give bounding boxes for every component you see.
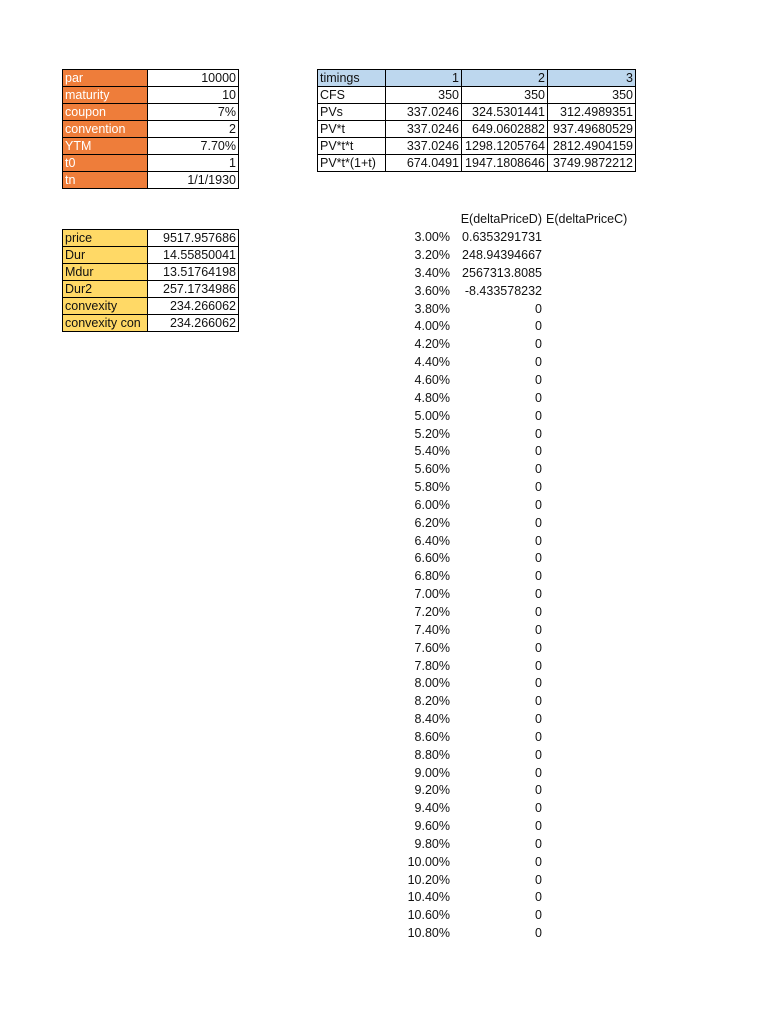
scenario-rate-cell[interactable]: 5.60% [414,462,450,477]
scenario-delta-price-d-cell[interactable]: 2567313.8085 [462,265,542,280]
result-value-cell[interactable]: 14.55850041 [148,247,239,264]
scenario-delta-price-d-cell[interactable]: 0 [535,587,542,602]
scenario-delta-price-d-cell[interactable]: 0 [535,533,542,548]
result-label-cell[interactable]: convexity [63,298,148,315]
scenario-delta-price-d-cell[interactable]: 0 [535,765,542,780]
cashflow-value-cell[interactable]: 337.0246 [386,138,462,155]
cashflow-value-cell[interactable]: 2812.4904159 [548,138,636,155]
scenario-delta-price-c-cell[interactable] [544,497,642,515]
result-label-cell[interactable]: Dur2 [63,281,148,298]
cashflow-value-cell[interactable]: 937.49680529 [548,121,636,138]
scenario-row [384,318,642,336]
parameter-value-cell[interactable]: 10000 [148,70,239,87]
scenario-delta-price-d-cell[interactable]: 0 [535,836,542,851]
result-value-cell[interactable]: 9517.957686 [148,230,239,247]
scenario-delta-price-d-cell[interactable]: 0 [535,355,542,370]
scenario-rate-cell[interactable]: 4.60% [414,373,450,388]
scenario-row [384,265,642,283]
bond-results-table [62,229,239,332]
scenario-delta-price-d-cell[interactable]: 0 [535,426,542,441]
scenario-rate-cell[interactable]: 5.80% [414,480,450,495]
scenario-row [384,818,642,836]
scenario-delta-price-d-cell[interactable]: 0 [535,497,542,512]
scenario-row [384,693,642,711]
scenario-row [384,247,642,265]
scenario-delta-price-c-cell[interactable] [544,907,642,925]
result-label-cell[interactable]: Dur [63,247,148,264]
scenario-row [384,657,642,675]
scenario-rate-cell[interactable]: 6.60% [414,551,450,566]
scenario-delta-price-d-cell[interactable]: 0 [535,408,542,423]
result-row [63,230,239,247]
scenario-delta-price-c-cell[interactable] [544,532,642,550]
scenario-delta-price-d-cell[interactable]: 0 [535,926,542,941]
parameter-row [63,138,239,155]
parameter-value-cell[interactable]: 7% [148,104,239,121]
scenario-row [384,586,642,604]
scenario-rate-cell[interactable]: 7.40% [414,622,450,637]
scenario-rate-cell[interactable]: 9.40% [414,801,450,816]
result-row [63,298,239,315]
scenario-delta-price-c-cell[interactable] [544,871,642,889]
scenario-rate-cell[interactable]: 3.60% [414,283,450,298]
result-value-cell[interactable]: 13.51764198 [148,264,239,281]
scenario-delta-price-d-cell[interactable]: 0 [535,908,542,923]
cashflow-label-cell[interactable]: timings [318,70,386,87]
scenario-rate-cell[interactable]: 6.80% [414,569,450,584]
scenario-delta-price-d-cell[interactable]: 0 [535,301,542,316]
scenario-delta-price-d-cell[interactable]: 0 [535,569,542,584]
scenario-row [384,425,642,443]
parameter-row [63,104,239,121]
parameter-row [63,70,239,87]
scenario-delta-price-d-cell[interactable]: 248.94394667 [462,248,542,263]
parameter-row [63,121,239,138]
scenario-rate-cell[interactable]: 6.20% [414,515,450,530]
scenario-delta-price-d-cell[interactable]: 0 [535,747,542,762]
scenario-delta-price-d-cell[interactable]: 0 [535,480,542,495]
parameter-label-cell[interactable]: par [63,70,148,87]
cashflow-value-cell[interactable]: 674.0491 [386,155,462,172]
scenario-rate-cell[interactable]: 10.20% [407,872,450,887]
scenario-delta-price-c-cell[interactable] [544,925,642,943]
cashflow-row [318,70,636,87]
scenario-delta-price-c-cell[interactable] [544,639,642,657]
result-label-cell[interactable]: Mdur [63,264,148,281]
parameter-row [63,87,239,104]
result-label-cell[interactable]: convexity con [63,315,148,332]
scenario-delta-price-d-cell[interactable]: 0 [535,390,542,405]
scenario-rate-cell[interactable]: 8.40% [414,712,450,727]
scenario-row [384,604,642,622]
cashflow-row [318,155,636,172]
scenario-delta-price-d-cell[interactable]: 0 [535,658,542,673]
scenario-row [384,746,642,764]
scenario-rate-cell[interactable]: 4.80% [414,390,450,405]
scenario-rate-cell[interactable]: 9.80% [414,836,450,851]
scenario-rate-cell[interactable]: 7.80% [414,658,450,673]
parameter-value-cell[interactable]: 10 [148,87,239,104]
scenario-delta-price-d-cell[interactable]: 0 [535,622,542,637]
scenario-rate-cell[interactable]: 8.00% [414,676,450,691]
scenario-delta-price-c-cell[interactable] [544,675,642,693]
result-row [63,264,239,281]
scenario-row [384,229,642,247]
scenario-delta-price-c-cell[interactable] [544,514,642,532]
scenario-rate-cell[interactable]: 5.00% [414,408,450,423]
scenario-row [384,907,642,925]
scenario-delta-price-c-cell[interactable] [544,282,642,300]
scenario-rate-cell[interactable]: 10.00% [407,854,450,869]
bond-parameters-table [62,69,239,189]
parameter-label-cell[interactable]: tn [63,172,148,189]
cashflow-row [318,121,636,138]
scenario-rate-cell[interactable]: 9.20% [414,783,450,798]
scenario-rate-cell[interactable]: 3.00% [414,230,450,245]
cashflow-value-cell[interactable]: 337.0246 [386,104,462,121]
parameter-label-cell[interactable]: coupon [63,104,148,121]
cashflow-value-cell[interactable]: 3 [548,70,636,87]
scenario-row [384,497,642,515]
cashflow-value-cell[interactable]: 1947.1808646 [462,155,548,172]
scenario-rate-cell[interactable]: 10.40% [407,890,450,905]
scenario-rate-cell[interactable]: 7.60% [414,640,450,655]
scenario-delta-price-c-cell[interactable] [544,336,642,354]
scenario-delta-price-d-cell[interactable]: 0 [535,551,542,566]
scenario-delta-price-c-cell[interactable] [544,247,642,265]
scenario-rate-cell[interactable]: 8.80% [414,747,450,762]
scenario-delta-price-c-cell[interactable] [544,621,642,639]
scenario-row [384,389,642,407]
scenario-delta-price-c-cell[interactable] [544,461,642,479]
scenario-delta-price-d-cell[interactable]: 0 [535,676,542,691]
result-row [63,247,239,264]
scenario-row [384,764,642,782]
scenario-row [384,675,642,693]
cashflow-value-cell[interactable]: 1 [386,70,462,87]
scenario-row [384,836,642,854]
scenario-delta-price-c-cell[interactable] [544,764,642,782]
scenario-delta-price-c-cell[interactable] [544,782,642,800]
scenario-rate-cell[interactable]: 6.00% [414,497,450,512]
scenario-delta-price-d-cell[interactable]: 0 [535,712,542,727]
cashflow-label-cell[interactable]: PVs [318,104,386,121]
cashflow-value-cell[interactable]: 350 [386,87,462,104]
scenario-delta-price-c-cell[interactable] [544,889,642,907]
cashflow-value-cell[interactable]: 3749.9872212 [548,155,636,172]
scenario-row [384,514,642,532]
scenario-rate-cell[interactable]: 3.40% [414,265,450,280]
scenario-rate-cell[interactable]: 8.20% [414,694,450,709]
scenario-delta-price-c-cell[interactable] [544,372,642,390]
scenario-row [384,889,642,907]
scenario-rate-cell[interactable]: 7.00% [414,587,450,602]
scenario-delta-price-d-cell[interactable]: -8.433578232 [464,283,542,298]
scenario-row [384,354,642,372]
parameter-row [63,172,239,189]
scenario-delta-price-c-cell[interactable] [544,425,642,443]
scenario-delta-price-c-cell[interactable] [544,550,642,568]
scenario-delta-price-c-cell[interactable] [544,389,642,407]
result-value-cell[interactable]: 257.1734986 [148,281,239,298]
scenario-row [384,639,642,657]
scenario-rate-cell[interactable]: 6.40% [414,533,450,548]
cashflow-row [318,87,636,104]
scenario-row [384,443,642,461]
scenario-delta-price-d-cell[interactable]: 0 [535,801,542,816]
scenario-delta-price-c-cell[interactable] [544,711,642,729]
scenario-row [384,550,642,568]
scenario-delta-price-d-cell[interactable]: 0 [535,444,542,459]
scenario-rate-cell[interactable]: 10.80% [407,926,450,941]
scenario-rate-cell[interactable]: 4.20% [414,337,450,352]
parameter-row [63,155,239,172]
scenario-rate-cell[interactable]: 9.00% [414,765,450,780]
parameter-value-cell[interactable]: 1/1/1930 [148,172,239,189]
scenario-delta-price-c-cell[interactable] [544,265,642,283]
cashflow-value-cell[interactable]: 649.0602882 [462,121,548,138]
scenario-delta-price-d-cell[interactable]: 0 [535,515,542,530]
scenario-row [384,621,642,639]
scenario-rate-cell[interactable]: 3.20% [414,248,450,263]
result-label-cell[interactable]: price [63,230,148,247]
scenario-delta-price-d-cell[interactable]: 0 [535,640,542,655]
scenario-delta-price-c-cell[interactable] [544,407,642,425]
scenario-delta-price-c-cell[interactable] [544,354,642,372]
scenario-row [384,407,642,425]
scenario-delta-price-d-cell[interactable]: 0.6353291731 [462,230,542,245]
scenario-rate-cell[interactable]: 7.20% [414,604,450,619]
scenario-delta-price-c-cell[interactable] [544,728,642,746]
scenario-row [384,300,642,318]
scenario-delta-price-d-cell[interactable]: 0 [535,819,542,834]
scenario-delta-price-d-cell[interactable]: 0 [535,729,542,744]
scenario-delta-price-d-cell[interactable]: 0 [535,373,542,388]
scenario-delta-price-c-cell[interactable] [544,443,642,461]
cashflow-label-cell[interactable]: CFS [318,87,386,104]
scenario-delta-price-c-cell[interactable] [544,657,642,675]
scenario-delta-price-d-cell[interactable]: 0 [535,854,542,869]
scenario-delta-price-c-cell[interactable] [544,586,642,604]
scenario-delta-price-c-cell[interactable] [544,604,642,622]
result-row [63,281,239,298]
result-value-cell[interactable]: 234.266062 [148,298,239,315]
scenario-delta-price-d-cell[interactable]: 0 [535,462,542,477]
result-value-cell[interactable]: 234.266062 [148,315,239,332]
cashflow-value-cell[interactable]: 350 [462,87,548,104]
scenario-delta-price-c-cell[interactable] [544,693,642,711]
scenario-row [384,282,642,300]
scenario-delta-price-d-cell[interactable]: 0 [535,319,542,334]
scenario-rate-cell[interactable]: 10.60% [407,908,450,923]
scenario-delta-price-d-cell[interactable]: 0 [535,890,542,905]
scenario-row [384,336,642,354]
parameter-label-cell[interactable]: maturity [63,87,148,104]
scenario-row [384,568,642,586]
cashflow-value-cell[interactable]: 312.4989351 [548,104,636,121]
scenario-header-row [384,211,642,229]
cashflow-value-cell[interactable]: 324.5301441 [462,104,548,121]
scenario-row [384,782,642,800]
scenario-rate-cell[interactable]: 9.60% [414,819,450,834]
cashflow-value-cell[interactable]: 1298.1205764 [462,138,548,155]
scenario-rate-cell[interactable]: 3.80% [414,301,450,316]
cashflow-value-cell[interactable]: 337.0246 [386,121,462,138]
scenario-row [384,853,642,871]
scenario-rate-cell[interactable]: 4.40% [414,355,450,370]
scenario-delta-price-d-cell[interactable]: 0 [535,337,542,352]
cashflow-value-cell[interactable]: 2 [462,70,548,87]
delta-price-c-header[interactable]: E(deltaPriceC) [546,212,628,227]
parameter-label-cell[interactable]: convention [63,121,148,138]
scenario-row [384,711,642,729]
scenario-rate-cell[interactable]: 5.20% [414,426,450,441]
parameter-value-cell[interactable]: 7.70% [148,138,239,155]
scenario-delta-price-c-cell[interactable] [544,800,642,818]
scenario-delta-price-c-cell[interactable] [544,568,642,586]
scenario-row [384,728,642,746]
scenario-delta-price-d-cell[interactable]: 0 [535,694,542,709]
scenario-delta-price-d-cell[interactable]: 0 [535,783,542,798]
cashflow-table [317,69,636,172]
parameter-value-cell[interactable]: 1 [148,155,239,172]
cashflow-label-cell[interactable]: PV*t*t [318,138,386,155]
scenario-rate-cell[interactable]: 5.40% [414,444,450,459]
cashflow-label-cell[interactable]: PV*t*(1+t) [318,155,386,172]
cashflow-row [318,138,636,155]
scenario-row [384,800,642,818]
parameter-label-cell[interactable]: t0 [63,155,148,172]
parameter-value-cell[interactable]: 2 [148,121,239,138]
cashflow-label-cell[interactable]: PV*t [318,121,386,138]
scenario-row [384,372,642,390]
scenario-rate-cell[interactable]: 8.60% [414,729,450,744]
scenario-delta-price-c-cell[interactable] [544,818,642,836]
scenario-delta-price-c-cell[interactable] [544,853,642,871]
result-row [63,315,239,332]
scenario-row [384,871,642,889]
scenario-row [384,532,642,550]
scenario-delta-price-d-cell[interactable]: 0 [535,872,542,887]
scenario-row [384,925,642,943]
scenario-delta-price-c-cell[interactable] [544,300,642,318]
scenario-row [384,461,642,479]
delta-price-d-header[interactable]: E(deltaPriceD) [460,212,542,227]
parameter-label-cell[interactable]: YTM [63,138,148,155]
scenario-delta-price-c-cell[interactable] [544,836,642,854]
scenario-delta-price-c-cell[interactable] [544,746,642,764]
cashflow-row [318,104,636,121]
scenario-row [384,479,642,497]
scenario-rate-cell[interactable]: 4.00% [414,319,450,334]
scenario-delta-price-d-cell[interactable]: 0 [535,604,542,619]
scenario-delta-price-c-cell[interactable] [544,318,642,336]
yield-scenario-table [384,211,642,943]
scenario-rate-header-cell[interactable] [384,211,452,229]
scenario-delta-price-c-cell[interactable] [544,229,642,247]
cashflow-value-cell[interactable]: 350 [548,87,636,104]
scenario-delta-price-c-cell[interactable] [544,479,642,497]
